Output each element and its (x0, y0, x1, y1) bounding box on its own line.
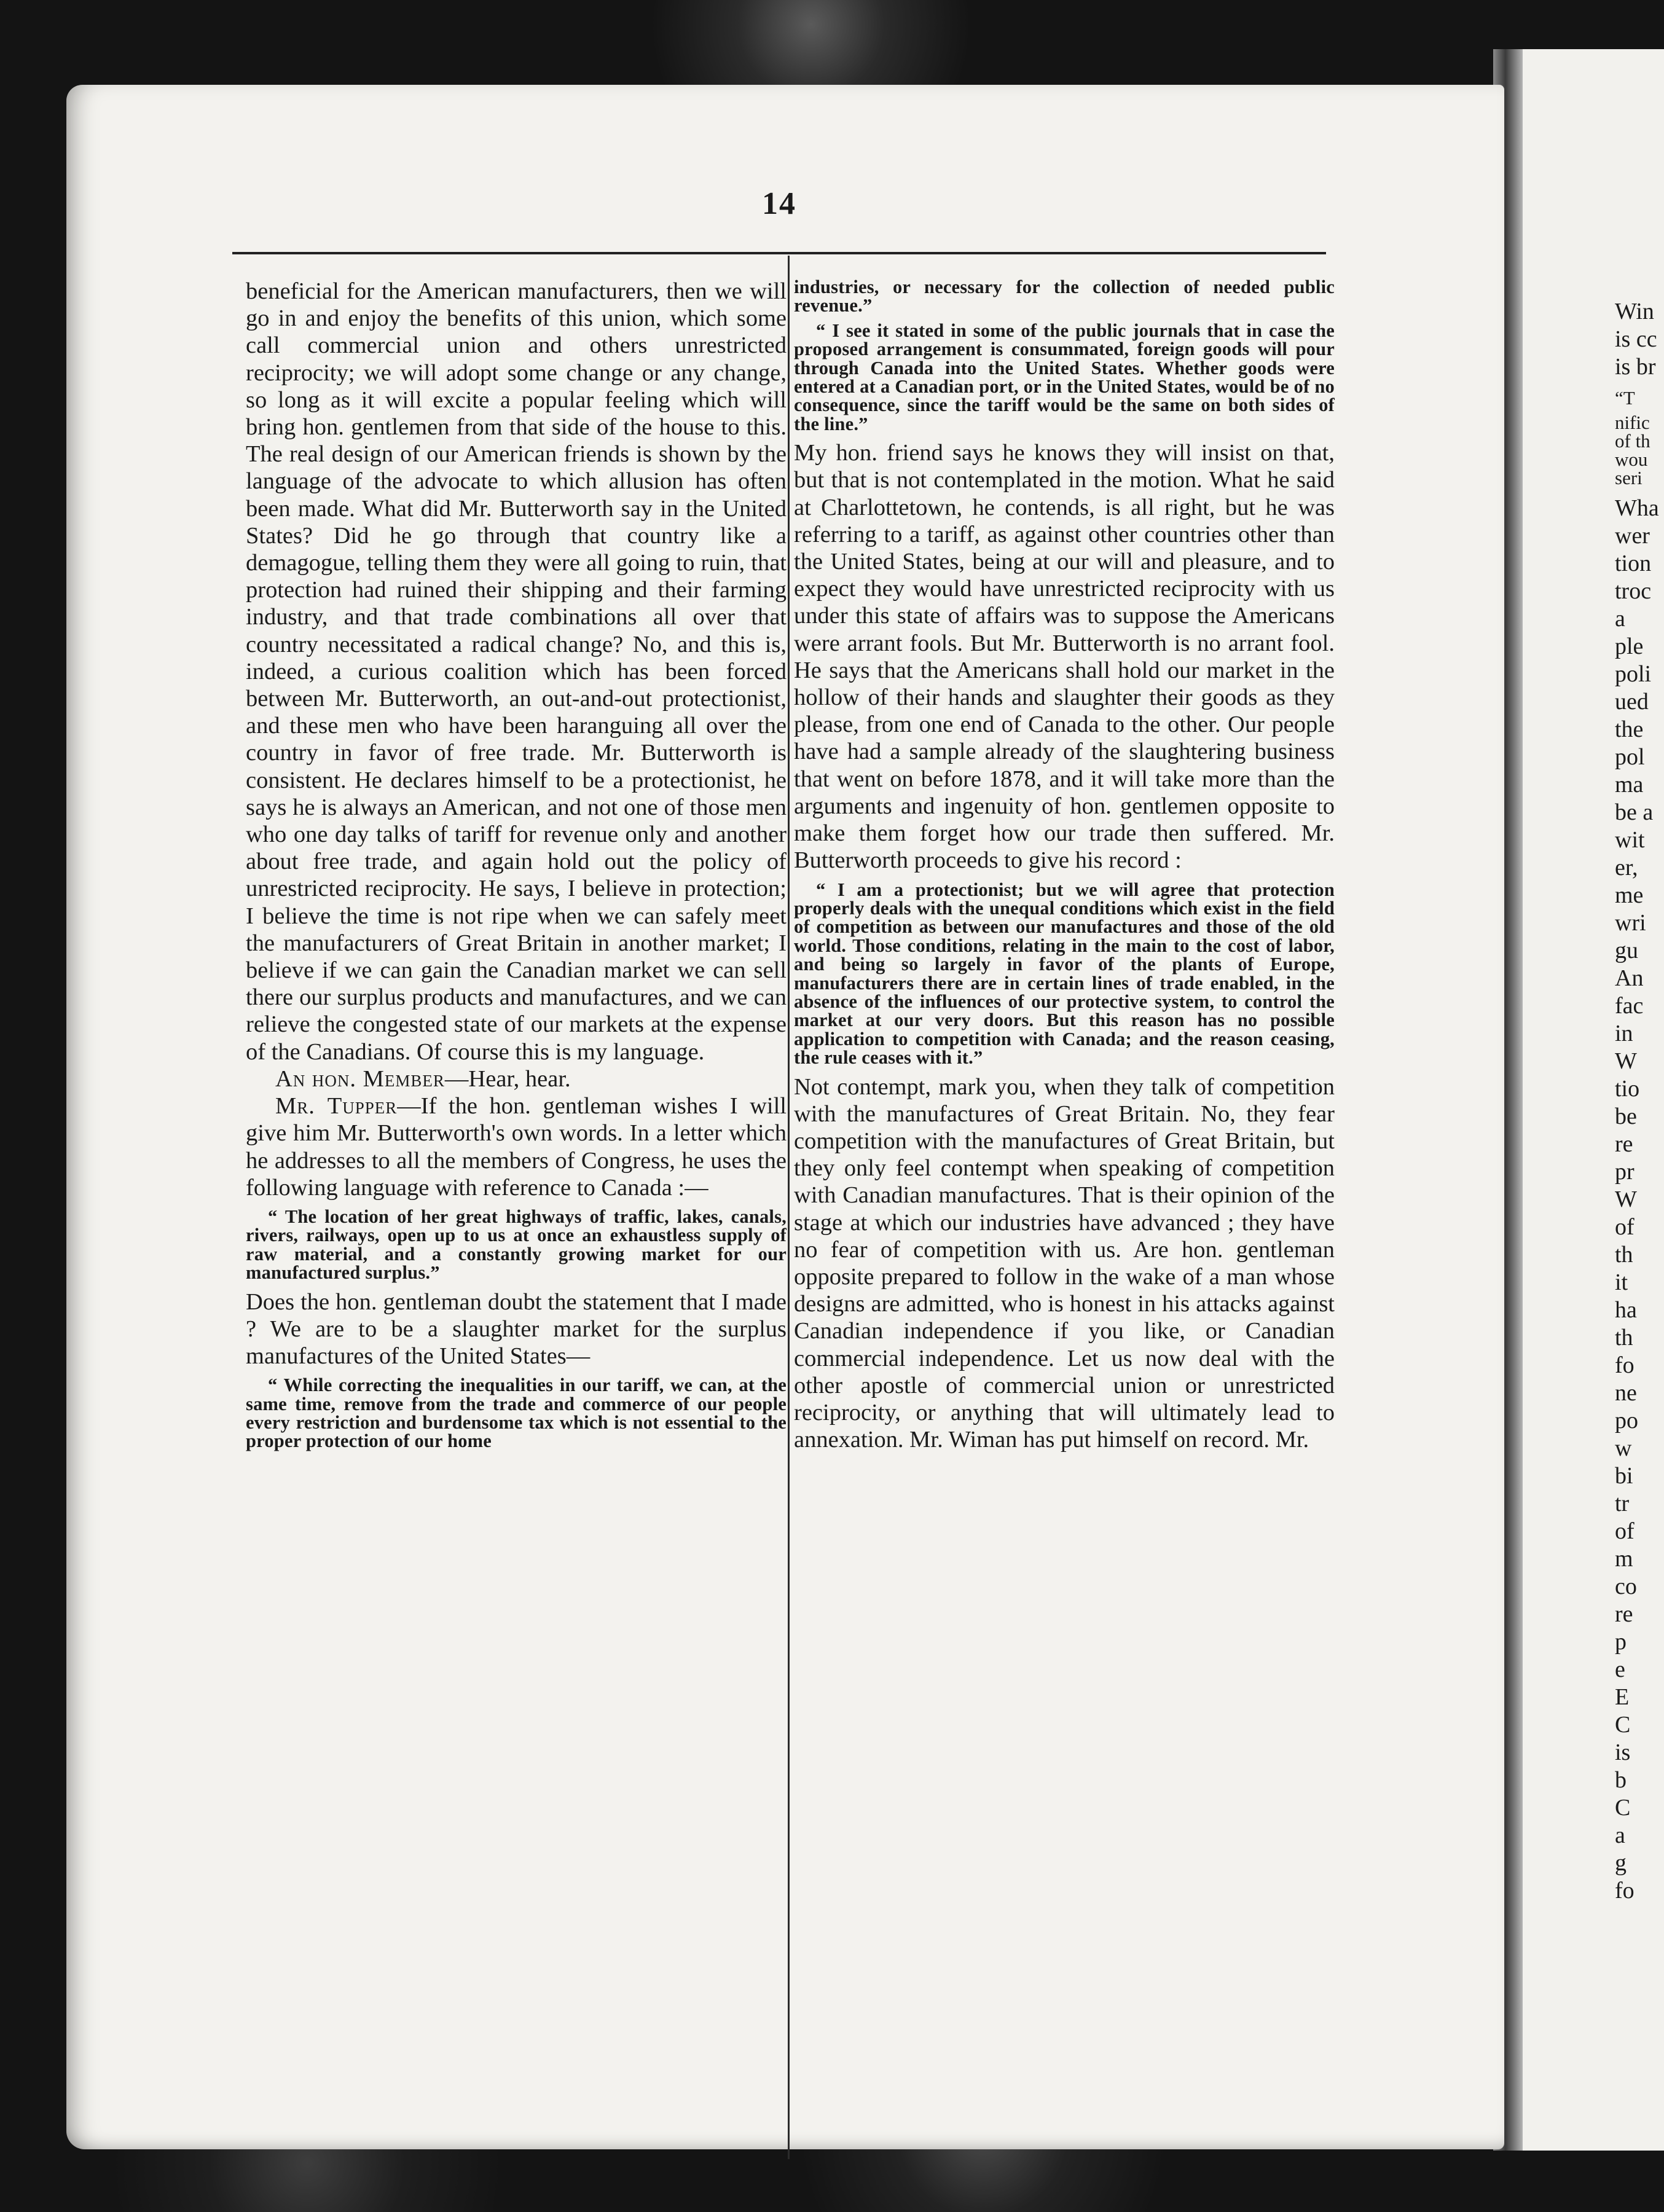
adjacent-page-text-fragment: pr (1615, 1159, 1635, 1185)
adjacent-page-text-fragment: po (1615, 1408, 1638, 1433)
adjacent-page-text-fragment: fo (1615, 1352, 1635, 1378)
adjacent-page-text-fragment: re (1615, 1601, 1633, 1627)
adjacent-page-text-fragment: “T (1615, 387, 1635, 409)
adjacent-page-text-fragment: re (1615, 1131, 1633, 1157)
paragraph-tupper (246, 1092, 787, 1201)
adjacent-page-text-fragment: fo (1615, 1878, 1635, 1904)
quote-continuation: industries, or necessary for the collection of needed public revenue.” (794, 276, 1335, 316)
adjacent-page-text-fragment: ma (1615, 772, 1644, 798)
adjacent-page-text-fragment: C (1615, 1712, 1631, 1738)
adjacent-page-text-fragment: tio (1615, 1076, 1640, 1102)
adjacent-page-text-fragment: co (1615, 1574, 1637, 1599)
adjacent-page-text-fragment: seri (1615, 467, 1642, 488)
speech-text: —If the hon. gentleman wishes I will give him Mr. Butterworth's own words. In a letter which he addresses to all the members of Congress, he uses the following language with reference to Canada :— (246, 1093, 787, 1201)
adjacent-page-text-fragment: wer (1615, 523, 1650, 549)
adjacent-page-text-fragment: bi (1615, 1463, 1633, 1489)
left-column (246, 278, 787, 1457)
adjacent-page-text-fragment: of (1615, 1214, 1635, 1240)
adjacent-page-text-fragment: fac (1615, 993, 1644, 1019)
page-number: 14 (762, 186, 796, 221)
quote-foreign-goods: “ I see it stated in some of the public journals that in case the proposed arrangement is consummated, foreign goods will pour through Canada into the United States. Whether goods were entered at a Canadian port, or in the United States, would be of no consequence, since the tariff would be the same on both sides of the line.” (794, 320, 1335, 434)
header-rule (232, 252, 1326, 254)
adjacent-page-text-fragment: a (1615, 1822, 1625, 1848)
adjacent-page-text-fragment: p (1615, 1629, 1627, 1655)
paragraph-member-interjection (246, 1065, 787, 1092)
quote-protectionist-record: “ I am a protectionist; but we will agree that protection properly deals with the unequal conditions which exist in the field of competition as between our manufactures and those of the old world. Those conditions, relating in the main to the cost of labor, and being so largely in favor of the plants of Europe, manufacturers there are in certain lines of trade enabled, in the absence of the influences of our protective system, to control the market at our very doors. But this reason has no possible application to competition with Canada; and the reason ceasing, the rule ceases with it.” (794, 879, 1335, 1069)
adjacent-page-text-fragment: w (1615, 1435, 1632, 1461)
adjacent-page-text-fragment: poli (1615, 661, 1652, 687)
paragraph-charlottetown: My hon. friend says he knows they will insist on that, but that is not contemplated in the motion. What he said at Charlottetown, he contends, is all right, but he was referring to a tariff, as against other countries other than the United States, being at our will and pleasure, and to expect they would have unrestricted reciprocity with us under this state of affairs was to suppose the Americans were arrant fools. But Mr. Butterworth is no arrant fool. He says that the Americans shall hold our market in the hollow of their hands and slaughter their goods as they please, from one end of Canada to the other. Our people have had a sample already of the slaughtering business that went on before 1878, and it will take more than the arguments and ingenuity of hon. gentlemen opposite to make them forget how our trade then suffered. Mr. Butterworth proceeds to give his record : (794, 440, 1335, 874)
speaker-name: Mr. Tupper (275, 1093, 398, 1120)
adjacent-page-edge (1523, 49, 1664, 2151)
adjacent-page-text-fragment: in (1615, 1021, 1633, 1046)
adjacent-page-text-fragment: troc (1615, 578, 1652, 604)
adjacent-page-text-fragment: An (1615, 965, 1644, 991)
adjacent-page-text-fragment: wri (1615, 910, 1646, 936)
adjacent-page-text-fragment: g (1615, 1850, 1627, 1876)
adjacent-page-text-fragment: is (1615, 1739, 1631, 1765)
adjacent-page-text-fragment: tr (1615, 1491, 1630, 1516)
adjacent-page-text-fragment: ued (1615, 689, 1649, 715)
adjacent-page-text-fragment: tion (1615, 551, 1652, 576)
paragraph-slaughter-market: Does the hon. gentleman doubt the statement that I made ? We are to be a slaughter market for the surplus manufactures of the United States— (246, 1288, 787, 1369)
adjacent-page-text-fragment: me (1615, 882, 1644, 908)
adjacent-page-text-fragment: a (1615, 606, 1625, 632)
adjacent-page-text-fragment: nific (1615, 412, 1650, 433)
quote-location-highways: “ The location of her great highways of traffic, lakes, canals, rivers, railways, open up to us at once an exhaustless supply of raw material, and a constantly growing market for our manufactured surplus.” (246, 1206, 787, 1284)
column-divider (788, 256, 790, 2159)
adjacent-page-text-fragment: E (1615, 1684, 1630, 1710)
adjacent-page-text-fragment: gu (1615, 938, 1638, 963)
adjacent-page-text-fragment: ne (1615, 1380, 1637, 1406)
adjacent-page-text-fragment: ha (1615, 1297, 1637, 1323)
adjacent-page-text-fragment: Win (1615, 299, 1654, 324)
adjacent-page-text-fragment: of (1615, 1518, 1635, 1544)
adjacent-page-text-fragment: ple (1615, 633, 1644, 659)
speech-text: —Hear, hear. (444, 1065, 571, 1092)
adjacent-page-text-fragment: b (1615, 1767, 1627, 1793)
adjacent-page-text-fragment: Wha (1615, 495, 1659, 521)
adjacent-page-text-fragment: W (1615, 1186, 1637, 1212)
speaker-name: An hon. Member (275, 1065, 445, 1092)
adjacent-page-text-fragment: pol (1615, 744, 1645, 770)
adjacent-page-text-fragment: wit (1615, 827, 1645, 853)
adjacent-page-text-fragment: C (1615, 1795, 1631, 1821)
paragraph-butterworth-design: beneficial for the American manufacturers, then we will go in and enjoy the benefits of this union, which some call commercial union and others unrestricted reciprocity; we will adopt some change or any change, so long as it will excite a popular feeling which will bring hon. gentlemen from that side of the house to this. The real design of our American friends is shown by the language of the advocate to which allusion has often been made. What did Mr. Butterworth say in the United States? Did he go through that country like a demagogue, telling them they were all going to ruin, that protection had ruined their shipping and their farming industry, and that trade combinations all over that country necessitated a radical change? No, and this is, indeed, a curious coalition which has been forced between Mr. Butterworth, an out-and-out protectionist, and these men who have been haranguing all over the country in favor of free trade. Mr. Butterworth is consistent. He declares himself to be a protectionist, he says he is always an American, and not one of those men who one day talks of tariff for revenue only and another about free trade, and again hold out the policy of unrestricted reciprocity. He says, I believe in protection; I believe the time is not ripe when we can safely meet the manufacturers of Great Britain in another market; I believe if we can gain the Canadian market we can sell there our surplus products and manufactures, and we can relieve the congested state of our markets at the expense of the Canadians. Of course this is my language. (246, 278, 787, 1065)
adjacent-page-text-fragment: th (1615, 1325, 1633, 1351)
paragraph-contempt: Not contempt, mark you, when they talk of competition with the manufactures of Great Britain. No, they fear competition with the manufactures of Great Britain, but they only feel contempt when speaking of competition with Canadian manufactures. That is their opinion of the stage at which our industries have advanced ; they have no fear of competition with us. Are hon. gentleman opposite prepared to follow in the wake of a man whose designs are admitted, who is honest in his attacks against Canadian independence if you like, or Canadian commercial independence. Let us now deal with the other apostle of commercial union or unrestricted reciprocity, or anything that will ultimately lead to annexation. Mr. Wiman has put himself on record. Mr. (794, 1073, 1335, 1453)
right-column (794, 278, 1335, 1453)
adjacent-page-text-fragment: er, (1615, 855, 1638, 880)
adjacent-page-text-fragment: W (1615, 1048, 1637, 1074)
adjacent-page-text-fragment: m (1615, 1546, 1633, 1572)
adjacent-page-text-fragment: be (1615, 1104, 1637, 1129)
adjacent-page-text-fragment: e (1615, 1657, 1625, 1682)
adjacent-page-text-fragment: wou (1615, 449, 1648, 470)
adjacent-page-text-fragment: is br (1615, 354, 1656, 380)
adjacent-page-text-fragment: of th (1615, 430, 1650, 452)
adjacent-page-text-fragment: is cc (1615, 326, 1657, 352)
adjacent-page-text-fragment: be a (1615, 799, 1654, 825)
adjacent-page-text-fragment: it (1615, 1269, 1628, 1295)
adjacent-page-text-fragment: th (1615, 1242, 1633, 1268)
quote-correcting-inequalities: “ While correcting the inequalities in our tariff, we can, at the same time, remove from the trade and commerce of our people every restriction and burdensome tax which is not essential to the proper protection of our home (246, 1375, 787, 1452)
adjacent-page-text-fragment: the (1615, 716, 1644, 742)
